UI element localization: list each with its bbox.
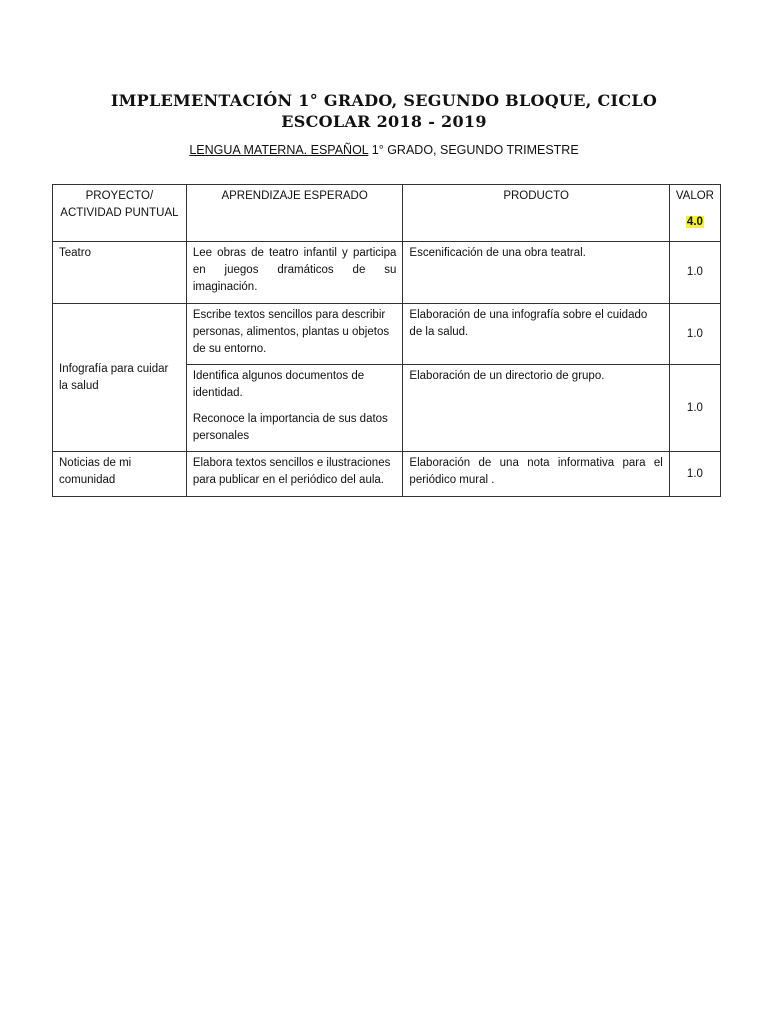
cell-valor: 1.0 — [669, 365, 720, 452]
aprendizaje-item: Identifica algunos documentos de identidad. — [192, 370, 365, 399]
table-row — [53, 242, 721, 304]
document-title-line-2: ESCOLAR 2018 - 2019 — [281, 112, 487, 131]
valor-total-highlight: 4.0 — [686, 216, 703, 228]
table-row — [53, 304, 721, 365]
implementation-table — [52, 184, 721, 497]
cell-producto: Elaboración de una nota informativa para el periódico mural . — [403, 452, 669, 497]
table-header-row — [53, 185, 721, 242]
document-title-line-1: IMPLEMENTACIÓN 1° GRADO, SEGUNDO BLOQUE, CICLO — [110, 91, 658, 110]
cell-aprendizaje: Elabora textos sencillos e ilustraciones para publicar en el periódico del aula. — [186, 452, 403, 497]
header-valor-total-wrap — [676, 214, 714, 231]
cell-aprendizaje: Escribe textos sencillos para describir personas, alimentos, plantas u objetos de su entorno. — [186, 304, 403, 365]
subtitle-rest: GRADO, SEGUNDO TRIMESTRE — [383, 143, 579, 157]
cell-valor: 1.0 — [669, 242, 720, 304]
grade-label: 1° — [371, 143, 384, 157]
header-aprendizaje: APRENDIZAJE ESPERADO — [186, 185, 403, 242]
cell-aprendizaje — [186, 365, 403, 452]
document-subtitle — [0, 143, 768, 157]
table-row — [53, 452, 721, 497]
cell-producto: Elaboración de un directorio de grupo. — [403, 365, 669, 452]
cell-aprendizaje: Lee obras de teatro infantil y participa en juegos dramáticos de su imaginación. — [186, 242, 403, 304]
cell-valor: 1.0 — [669, 304, 720, 365]
subject-name: LENGUA MATERNA. ESPAÑOL — [189, 143, 369, 157]
header-proyecto: PROYECTO/ ACTIVIDAD PUNTUAL — [53, 185, 187, 242]
cell-proyecto: Teatro — [53, 242, 187, 304]
document-title — [0, 90, 768, 132]
cell-producto: Elaboración de una infografía sobre el cuidado de la salud. — [403, 304, 669, 365]
header-producto: PRODUCTO — [403, 185, 669, 242]
cell-producto: Escenificación de una obra teatral. — [403, 242, 669, 304]
cell-proyecto: Noticias de mi comunidad — [53, 452, 187, 497]
cell-valor: 1.0 — [669, 452, 720, 497]
header-valor — [669, 185, 720, 242]
aprendizaje-item: Reconoce la importancia de sus datos personales — [192, 413, 388, 442]
header-valor-label: VALOR — [675, 190, 714, 202]
cell-proyecto: Infografía para cuidar la salud — [53, 304, 187, 452]
